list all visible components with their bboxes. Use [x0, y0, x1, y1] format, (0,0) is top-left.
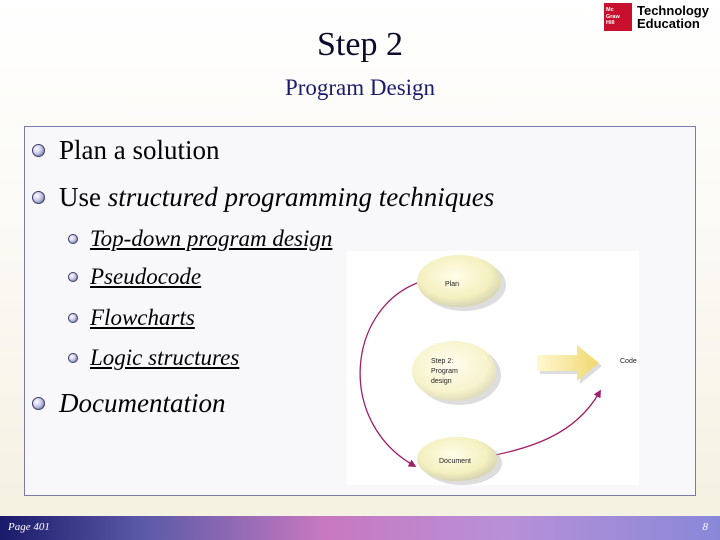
- bullet-text-italic: structured programming techniques: [107, 182, 495, 212]
- step-label-line-1: Step 2:: [431, 358, 454, 365]
- bullet-structured-programming: [32, 182, 494, 213]
- sub-bullet-top-down: [68, 226, 332, 252]
- step-label-line-3: design: [431, 378, 452, 385]
- bullet-text: [59, 182, 494, 213]
- step-label-line-2: Program: [431, 368, 458, 375]
- page-reference: Page 401: [8, 521, 50, 533]
- sub-bullet-icon: [68, 313, 78, 323]
- bullet-icon: [32, 144, 45, 157]
- bullet-plan-solution: [32, 135, 220, 166]
- bullet-text: Plan a solution: [59, 135, 220, 165]
- logo-mark-line-2: Graw: [606, 13, 620, 20]
- plan-label: Plan: [445, 281, 460, 288]
- bullet-icon: [32, 397, 45, 410]
- sub-bullet-text: Flowcharts: [90, 305, 195, 330]
- bullet-text-plain: Use: [59, 182, 108, 212]
- sub-bullet-pseudocode: [68, 264, 201, 290]
- slide-number: 8: [702, 521, 708, 533]
- bullet-icon: [32, 191, 45, 204]
- slide-subtitle: Program Design: [284, 75, 436, 100]
- sub-bullet-logic-structures: [68, 345, 239, 371]
- sub-bullet-icon: [68, 353, 78, 363]
- sub-bullet-text: Top-down program design: [90, 226, 333, 251]
- sub-bullet-text: Logic structures: [90, 345, 240, 370]
- logo-text-line-2: Education: [637, 16, 700, 31]
- program-design-diagram: [347, 251, 639, 485]
- cycle-arrow-left: [360, 283, 417, 465]
- logo-mark-line-3: Hill: [606, 20, 615, 27]
- logo-mark-line-1: Mc: [606, 7, 614, 14]
- slide-title: Step 2: [317, 26, 403, 63]
- sub-bullet-icon: [68, 234, 78, 244]
- sub-bullet-flowcharts: [68, 305, 195, 331]
- bullet-text: Documentation: [59, 388, 226, 418]
- code-label: Code: [620, 358, 637, 365]
- program-design-diagram-svg: [347, 251, 639, 485]
- sub-bullet-text: Pseudocode: [90, 264, 202, 289]
- document-label: Document: [439, 458, 471, 465]
- logo-text-line-1: Technology: [637, 3, 709, 18]
- sub-bullet-icon: [68, 272, 78, 282]
- bullet-documentation: [32, 388, 225, 419]
- footer-bar: [0, 516, 720, 540]
